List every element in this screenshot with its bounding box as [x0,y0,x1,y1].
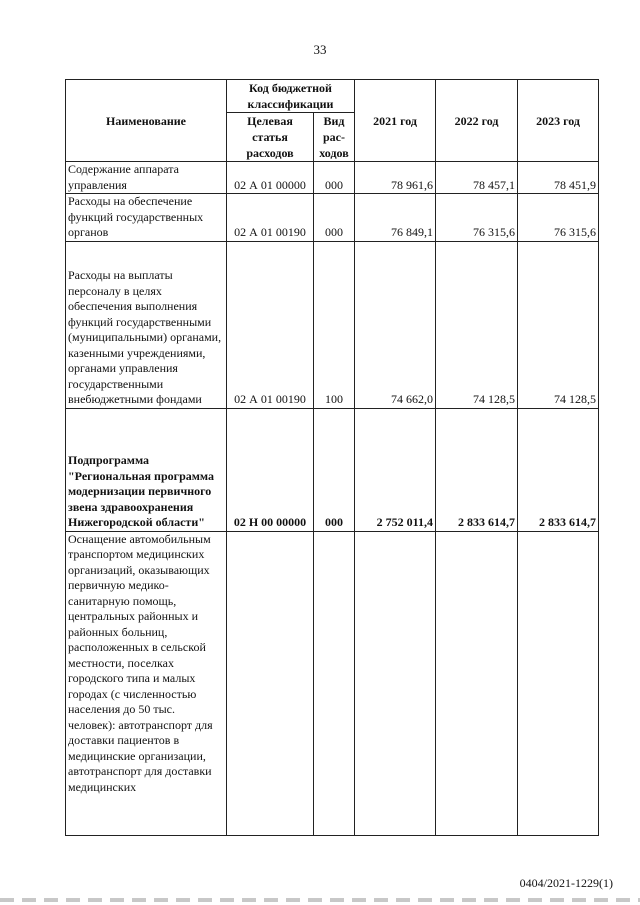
row-value-2023: 78 451,9 [518,162,599,194]
header-celevaya: Целевая статья расходов [227,113,314,162]
row-value-2022: 74 128,5 [436,241,518,408]
row-value-2023: 2 833 614,7 [518,408,599,531]
row-name: Расходы на обеспечение функций государственных органов [66,194,227,242]
header-2021: 2021 год [355,80,436,162]
row-name: Оснащение автомобильным транспортом медицинских организаций, оказывающих первичную медико-санитарную помощь, центральных районных и районных больниц, расположенных в сельской местности, поселках городского типа и малых городах (с численностью населения до 50 тыс. человек): автотранспорт для доставки пациентов в медицинские организации, автотранспорт для доставки медицинских [66,531,227,835]
row-value-2021 [355,531,436,835]
row-value-2022: 76 315,6 [436,194,518,242]
table-row [66,194,599,242]
row-value-2021: 2 752 011,4 [355,408,436,531]
row-value-2023: 74 128,5 [518,241,599,408]
row-code: 02 Н 00 00000 [227,408,314,531]
row-value-2023 [518,531,599,835]
header-vid: Вид рас-ходов [314,113,355,162]
row-value-2023: 76 315,6 [518,194,599,242]
row-vid: 000 [314,408,355,531]
header-2022: 2022 год [436,80,518,162]
row-value-2021: 74 662,0 [355,241,436,408]
table-row [66,408,599,531]
row-vid: 100 [314,241,355,408]
header-2023: 2023 год [518,80,599,162]
header-kod-group: Код бюджетной классификации [227,80,355,113]
table-row [66,241,599,408]
scan-edge-artifact [0,898,640,902]
document-id: 0404/2021-1229(1) [519,876,613,890]
header-name: Наименование [66,80,227,162]
row-code: 02 А 01 00000 [227,162,314,194]
row-code [227,531,314,835]
row-code: 02 А 01 00190 [227,194,314,242]
row-value-2021: 76 849,1 [355,194,436,242]
row-value-2021: 78 961,6 [355,162,436,194]
table-row [66,162,599,194]
row-value-2022: 78 457,1 [436,162,518,194]
budget-table [65,79,599,836]
table-row [66,531,599,835]
row-name: Расходы на выплаты персоналу в целях обеспечения выполнения функций государственными (муниципальными) органами, казенными учреждениями, органами управления государственными внебюджетными фондами [66,241,227,408]
row-vid: 000 [314,194,355,242]
row-name: Содержание аппарата управления [66,162,227,194]
page-number: 33 [313,42,327,57]
row-vid: 000 [314,162,355,194]
row-code: 02 А 01 00190 [227,241,314,408]
row-value-2022 [436,531,518,835]
row-name: Подпрограмма "Региональная программа модернизации первичного звена здравоохранения Нижегородской области" [66,408,227,531]
row-vid [314,531,355,835]
row-value-2022: 2 833 614,7 [436,408,518,531]
